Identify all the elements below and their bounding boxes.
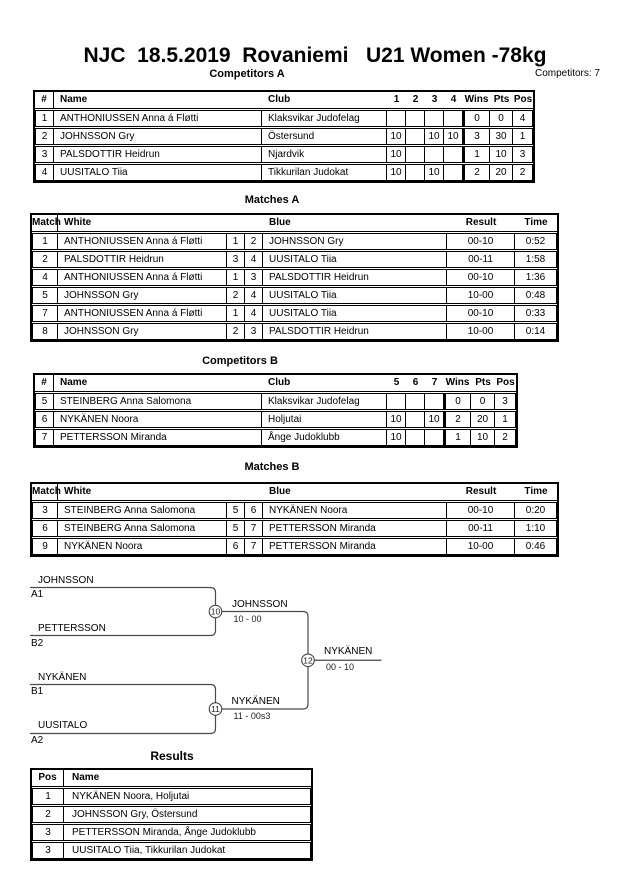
table-cell: 10: [387, 146, 406, 163]
table-cell: 00-10: [447, 502, 515, 519]
table-cell: 3: [227, 251, 245, 268]
table-cell: STEINBERG Anna Salomona: [58, 502, 227, 519]
table-cell: PETTERSSON Miranda, Ånge Judoklubb: [64, 824, 311, 841]
column-header: Result: [447, 484, 515, 501]
table-cell: ANTHONIUSSEN Anna á Fløtti: [54, 110, 262, 127]
table-cell: 0:46: [515, 538, 557, 555]
table-cell: ANTHONIUSSEN Anna á Fløtti: [58, 269, 227, 286]
table-cell: 0:52: [515, 233, 557, 250]
table-cell: 4: [245, 287, 263, 304]
column-header: 4: [444, 92, 463, 109]
column-header: Pts: [471, 375, 495, 392]
table-cell: 3: [35, 146, 54, 163]
table-cell: Holjutai: [262, 411, 387, 428]
table-cell: ANTHONIUSSEN Anna á Fløtti: [58, 305, 227, 322]
column-header: Time: [515, 215, 557, 232]
table-cell: 2: [513, 164, 533, 181]
table-cell: JOHNSSON Gry, Östersund: [64, 806, 311, 823]
table-cell: 3: [495, 393, 516, 410]
table-cell: 0:33: [515, 305, 557, 322]
table-row: [32, 788, 311, 805]
table-cell: 4: [245, 251, 263, 268]
table-cell: 2: [495, 429, 516, 446]
bracket-score: 10 - 00: [233, 613, 262, 624]
table-cell: 1: [463, 146, 490, 163]
column-header: Blue: [263, 215, 447, 232]
table-cell: 2: [32, 806, 64, 823]
table-cell: 6: [32, 520, 58, 537]
table-cell: 10: [444, 128, 463, 145]
bracket-seed-label: B2: [31, 637, 44, 649]
section-label-matches-a: Matches A: [244, 194, 300, 206]
table-cell: 2: [32, 251, 58, 268]
column-header: Blue: [263, 484, 447, 501]
table-cell: Ånge Judoklubb: [262, 429, 387, 446]
column-header: Wins: [444, 375, 471, 392]
table-cell: 1: [444, 429, 471, 446]
column-header: Result: [447, 215, 515, 232]
column-header: Club: [262, 375, 387, 392]
table-cell: Tikkurilan Judokat: [262, 164, 387, 181]
column-header: 3: [425, 92, 444, 109]
table-cell: 00-10: [447, 269, 515, 286]
table-cell: 2: [35, 128, 54, 145]
bracket-score: 00 - 10: [326, 662, 355, 672]
table-cell: Klaksvikar Judofelag: [262, 110, 387, 127]
table-cell: 1: [513, 128, 533, 145]
table-row: [32, 842, 311, 859]
table-cell: 0:14: [515, 323, 557, 340]
table-cell: UUSITALO Tiia: [54, 164, 262, 181]
bracket-semifinal-line: [216, 612, 309, 710]
table-cell: PALSDOTTIR Heidrun: [263, 323, 447, 340]
column-header: 7: [425, 375, 444, 392]
table-cell: STEINBERG Anna Salomona: [58, 520, 227, 537]
table-cell: 1: [227, 269, 245, 286]
table-cell: JOHNSSON Gry: [263, 233, 447, 250]
table-cell: 3: [245, 269, 263, 286]
table-cell: Klaksvikar Judofelag: [262, 393, 387, 410]
table-header-row: [32, 770, 311, 787]
bracket-slot-name: UUSITALO: [38, 720, 88, 731]
column-header: 6: [406, 375, 425, 392]
bracket-seed-label: A2: [31, 734, 44, 746]
bracket-seed-label: A1: [31, 589, 44, 600]
table-cell: PALSDOTTIR Heidrun: [263, 269, 447, 286]
bracket-score: 11 - 00s3: [233, 711, 271, 721]
table-cell: 6: [227, 538, 245, 555]
table-cell: PETTERSSON Miranda: [54, 429, 262, 446]
section-label-matches-b: Matches B: [244, 461, 300, 473]
table-cell: 10: [387, 128, 406, 145]
table-cell: 5: [32, 287, 58, 304]
match-number: 11: [211, 704, 220, 714]
table-cell: 7: [245, 538, 263, 555]
table-cell: 1: [227, 233, 245, 250]
table-cell: 3: [513, 146, 533, 163]
column-header: Match: [32, 215, 58, 232]
column-header: White: [58, 215, 227, 232]
table-cell: 2: [227, 323, 245, 340]
section-label-competitors-a: Competitors A: [209, 68, 285, 80]
table-cell: 30: [490, 128, 513, 145]
table-cell: 1: [35, 110, 54, 127]
table-cell: NYKÄNEN Noora: [54, 411, 262, 428]
table-cell: 1:10: [515, 520, 557, 537]
bracket-winner-name: JOHNSSON: [232, 598, 288, 610]
table-cell: NYKÄNEN Noora: [58, 538, 227, 555]
table-cell: 2: [463, 164, 490, 181]
column-header: Name: [54, 92, 262, 109]
table-cell: 1: [495, 411, 516, 428]
table-cell: 0: [444, 393, 471, 410]
table-cell: PETTERSSON Miranda: [263, 538, 447, 555]
bracket-slot-name: PETTERSSON: [38, 623, 106, 634]
table-cell: 3: [463, 128, 490, 145]
table-cell: 0: [471, 393, 495, 410]
table-cell: 1: [32, 788, 64, 805]
column-header: Wins: [463, 92, 490, 109]
bracket-winner-name: NYKÄNEN: [324, 646, 373, 657]
table-cell: 0: [490, 110, 513, 127]
table-cell: 00-11: [447, 251, 515, 268]
table-cell: 00-10: [447, 233, 515, 250]
column-header: White: [58, 484, 227, 501]
table-cell: 10: [387, 411, 406, 428]
table-cell: PALSDOTTIR Heidrun: [58, 251, 227, 268]
table-cell: JOHNSSON Gry: [54, 128, 262, 145]
table-cell: 3: [245, 323, 263, 340]
table-cell: 0:48: [515, 287, 557, 304]
table-cell: 10: [425, 128, 444, 145]
table-cell: 7: [245, 520, 263, 537]
column-header: Name: [54, 375, 262, 392]
table-cell: UUSITALO Tiia, Tikkurilan Judokat: [64, 842, 311, 859]
table-cell: 5: [227, 520, 245, 537]
section-label-results: Results: [150, 749, 194, 763]
column-header: Pos: [32, 770, 64, 787]
table-cell: 20: [490, 164, 513, 181]
table-cell: 1: [227, 305, 245, 322]
table-cell: 4: [35, 164, 54, 181]
column-header: Pos: [513, 92, 533, 109]
column-header: 5: [387, 375, 406, 392]
table-cell: UUSITALO Tiia: [263, 305, 447, 322]
column-header: Pos: [495, 375, 516, 392]
column-header: Time: [515, 484, 557, 501]
table-cell: 6: [245, 502, 263, 519]
bracket-slot-name: NYKÄNEN: [38, 671, 87, 683]
table-cell: 3: [32, 824, 64, 841]
column-header: 2: [406, 92, 425, 109]
table-row: [32, 824, 311, 841]
table-cell: 2: [444, 411, 471, 428]
table-cell: 8: [32, 323, 58, 340]
match-number: 10: [210, 606, 221, 617]
table-cell: Njardvik: [262, 146, 387, 163]
table-cell: 9: [32, 538, 58, 555]
column-header: Match: [32, 484, 58, 501]
table-cell: PETTERSSON Miranda: [263, 520, 447, 537]
table-row: [32, 806, 311, 823]
table-cell: JOHNSSON Gry: [58, 323, 227, 340]
table-cell: Östersund: [262, 128, 387, 145]
table-cell: 3: [32, 842, 64, 859]
match-number: 12: [303, 655, 313, 666]
table-cell: 00-10: [447, 305, 515, 322]
bracket-slot-name: JOHNSSON: [38, 575, 94, 586]
table-cell: 6: [35, 411, 54, 428]
page-title: NJC 18.5.2019 Rovaniemi U21 Women -78kg: [83, 44, 547, 67]
table-cell: 10: [490, 146, 513, 163]
column-header: Name: [64, 770, 311, 787]
table-cell: 2: [245, 233, 263, 250]
table-cell: 10: [387, 429, 406, 446]
table-cell: NYKÄNEN Noora: [263, 502, 447, 519]
column-header: #: [35, 92, 54, 109]
table-cell: 5: [227, 502, 245, 519]
table-cell: 1: [32, 233, 58, 250]
table-cell: 1:58: [515, 251, 557, 268]
table-cell: 2: [227, 287, 245, 304]
table-cell: 00-11: [447, 520, 515, 537]
table-cell: 1:36: [515, 269, 557, 286]
table-cell: 10: [425, 164, 444, 181]
column-header: Pts: [490, 92, 513, 109]
table-cell: 7: [35, 429, 54, 446]
table-cell: 20: [471, 411, 495, 428]
column-header: Club: [262, 92, 387, 109]
table-cell: 4: [32, 269, 58, 286]
table-cell: UUSITALO Tiia: [263, 251, 447, 268]
column-header: 1: [387, 92, 406, 109]
table-cell: PALSDOTTIR Heidrun: [54, 146, 262, 163]
table-cell: 10: [471, 429, 495, 446]
table-cell: 4: [513, 110, 533, 127]
table-cell: 0:20: [515, 502, 557, 519]
table-cell: 4: [245, 305, 263, 322]
table-cell: 3: [32, 502, 58, 519]
table-cell: 10: [425, 411, 444, 428]
table-cell: 5: [35, 393, 54, 410]
competitors-count: Competitors: 7: [534, 68, 600, 79]
table-cell: STEINBERG Anna Salomona: [54, 393, 262, 410]
results-table: [30, 768, 313, 861]
table-cell: JOHNSSON Gry: [58, 287, 227, 304]
table-cell: UUSITALO Tiia: [263, 287, 447, 304]
table-cell: 10-00: [447, 538, 515, 555]
section-label-competitors-b: Competitors B: [202, 355, 278, 367]
table-cell: 10-00: [447, 323, 515, 340]
bracket-seed-label: B1: [31, 686, 44, 697]
table-cell: 0: [463, 110, 490, 127]
table-cell: 7: [32, 305, 58, 322]
table-cell: ANTHONIUSSEN Anna á Fløtti: [58, 233, 227, 250]
bracket-winner-name: NYKÄNEN: [231, 695, 280, 707]
table-cell: NYKÄNEN Noora, Holjutai: [64, 788, 311, 805]
table-cell: 10-00: [447, 287, 515, 304]
column-header: #: [35, 375, 54, 392]
table-cell: 10: [387, 164, 406, 181]
